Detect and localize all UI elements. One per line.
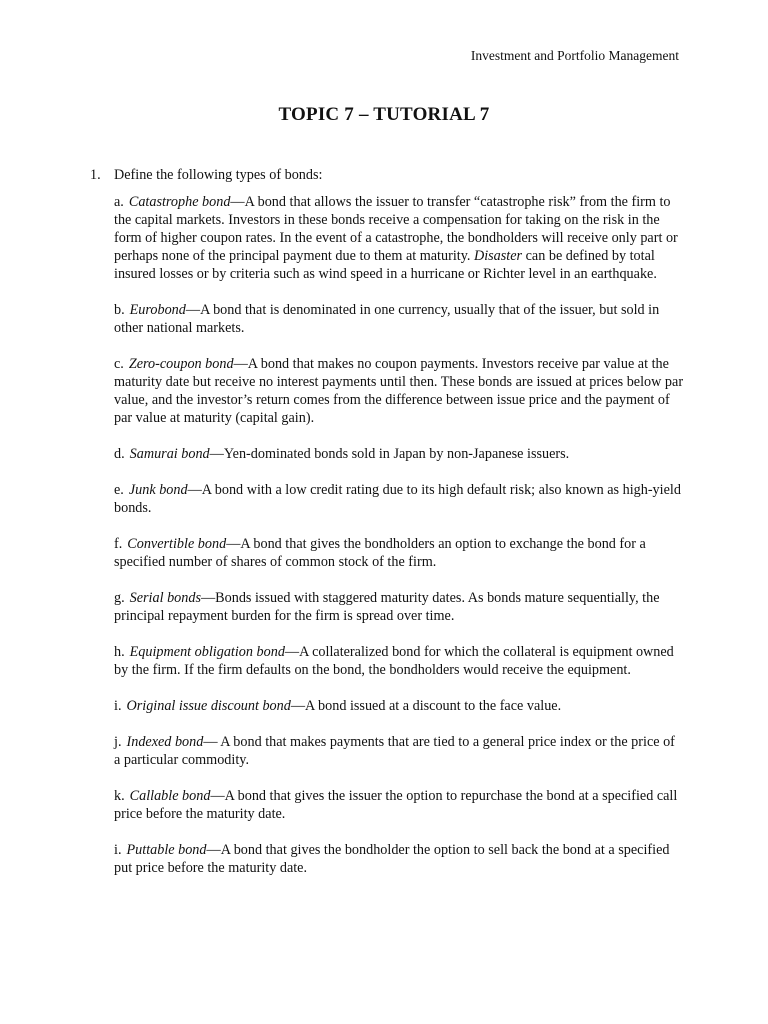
definition-item-puttable-bond [114,841,684,877]
definition-list [114,193,684,895]
definition-term: Junk bond [128,482,188,498]
definition-text: A bond that gives the bondholders an option to exchange the bond for a specified number of shares of common stock of the firm. [114,536,646,570]
definition-text: Yen-dominated bonds sold in Japan by non-Japanese issuers. [223,446,570,462]
definition-term: Zero-coupon bond [128,356,234,372]
definition-term: Indexed bond [126,734,204,750]
definition-italic-word: Disaster [473,248,523,264]
definition-item-zero-coupon-bond [114,355,684,427]
definition-letter: c. [114,356,124,372]
definition-text: A bond issued at a discount to the face value. [305,698,562,714]
definition-dash: — [284,644,300,660]
definition-text: A bond that makes payments that are tied to a general price index or the price of a particular commodity. [114,734,675,768]
definition-letter: i. [114,842,122,858]
definition-item-samurai-bond [114,445,684,463]
question-number: 1. [90,167,101,183]
definition-term: Samurai bond [129,446,210,462]
definition-letter: f. [114,536,123,552]
definition-item-serial-bonds [114,589,684,625]
definition-text: A bond that gives the issuer the option to repurchase the bond at a specified call price before the maturity date. [114,788,678,822]
definition-letter: b. [114,302,125,318]
definition-dash: — [290,698,306,714]
definition-term: Eurobond [129,302,186,318]
definition-dash: — [203,734,221,750]
definition-dash: — [187,482,202,498]
definition-dash: — [226,536,241,552]
definition-letter: h. [114,644,125,660]
definition-letter: i. [114,698,122,714]
definition-item-indexed-bond [114,733,684,769]
definition-dash: — [200,590,216,606]
definition-item-eurobond [114,301,684,337]
definition-dash: — [185,302,201,318]
definition-text: A bond that allows the issuer to transfer “catastrophe risk” from the firm to the capital markets. Investors in these bonds receive a compensation for taking on the risk in the form of higher coupon rates. In the event of a catastrophe, the bondholders will receive only part or perhaps none of the principal payment due to them at maturity. [114,194,678,264]
definition-term: Catastrophe bond [128,194,231,210]
question-1 [90,166,322,184]
definition-item-equipment-obligation-bond [114,643,684,679]
definition-text: A bond with a low credit rating due to its high default risk; also known as high-yield bonds. [114,482,681,516]
definition-dash: — [210,788,225,804]
definition-letter: e. [114,482,124,498]
running-header: Investment and Portfolio Management [470,48,679,63]
definition-term: Serial bonds [129,590,201,606]
definition-term: Equipment obligation bond [129,644,285,660]
definition-term: Puttable bond [126,842,207,858]
definition-term: Callable bond [129,788,211,804]
definition-text: A collateralized bond for which the collateral is equipment owned by the firm. If the firm defaults on the bond, the bondholders would receive the equipment. [114,644,674,678]
definition-letter: j. [114,734,122,750]
definition-dash: — [209,446,224,462]
definition-letter: k. [114,788,125,804]
definition-dash: — [230,194,245,210]
definition-text: Bonds issued with staggered maturity dates. As bonds mature sequentially, the principal repayment burden for the firm is spread over time. [114,590,660,624]
definition-text: A bond that gives the bondholder the option to sell back the bond at a specified put price before the maturity date. [114,842,670,876]
definition-item-catastrophe-bond [114,193,684,283]
definition-letter: d. [114,446,125,462]
definition-dash: — [233,356,248,372]
definition-letter: a. [114,194,124,210]
definition-item-convertible-bond [114,535,684,571]
definition-text-after: can be defined by total insured losses or by criteria such as wind speed in a hurricane or Richter level in an earthquake. [114,248,657,282]
definition-text: A bond that makes no coupon payments. Investors receive par value at the maturity date but receive no interest payments until then. These bonds are issued at prices below par value, and the investor’s return comes from the difference between issue price and the payment of par value at maturity (capital gain). [114,356,684,426]
question-text: Define the following types of bonds: [114,167,323,183]
definition-term: Original issue discount bond [126,698,291,714]
definition-item-junk-bond [114,481,684,517]
definition-text: A bond that is denominated in one currency, usually that of the issuer, but sold in other national markets. [114,302,660,336]
definition-letter: g. [114,590,125,606]
definition-dash: — [206,842,221,858]
definition-term: Convertible bond [127,536,227,552]
page-title: TOPIC 7 – TUTORIAL 7 [278,104,490,125]
definition-item-callable-bond [114,787,684,823]
definition-item-original-issue-discount-bond [114,697,684,715]
